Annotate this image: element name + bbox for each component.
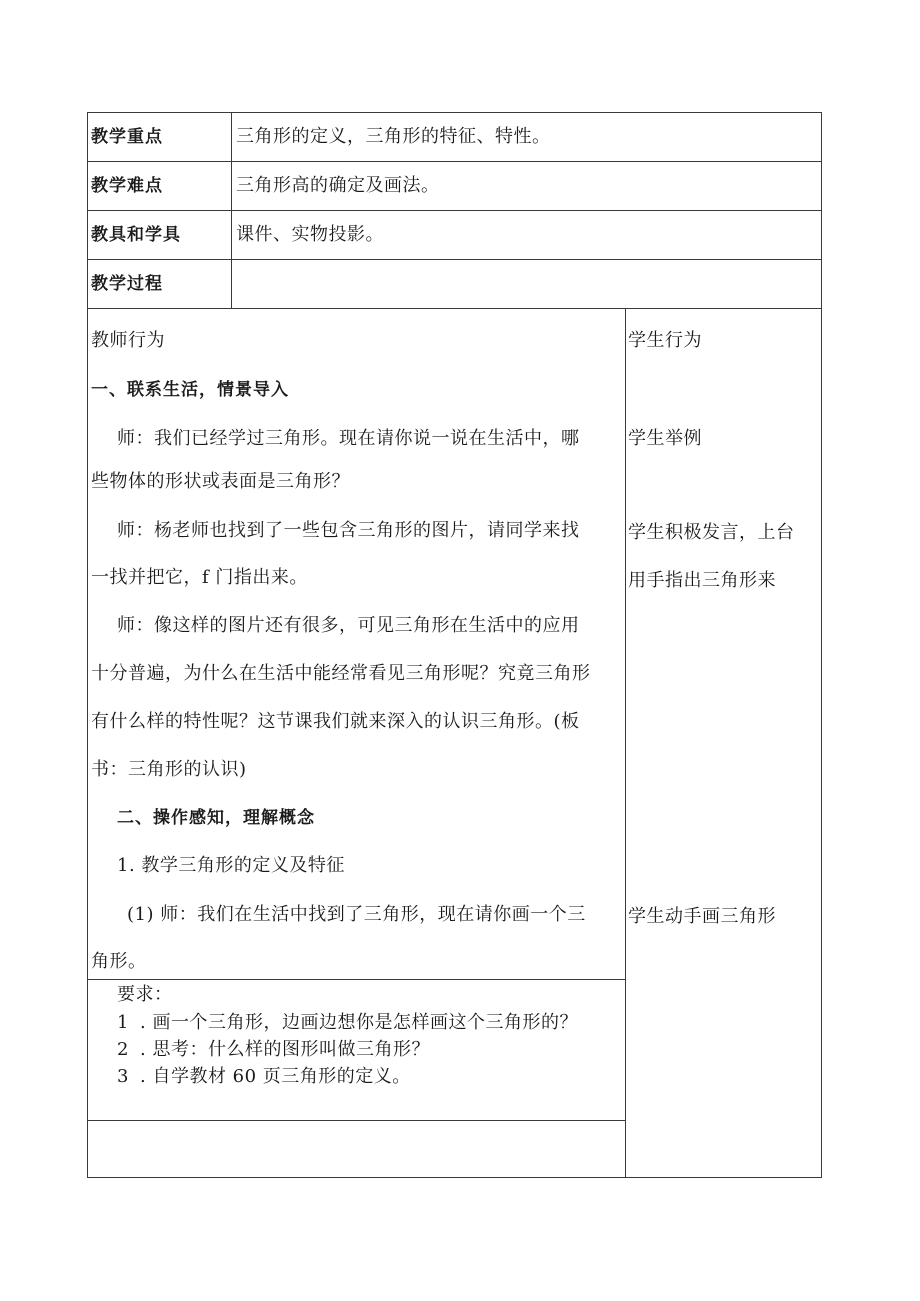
teacher-paragraph-line: (1) 师：我们在生活中找到了三角形，现在请你画一个三 bbox=[127, 904, 586, 925]
teacher-paragraph-line: 书：三角形的认识) bbox=[91, 759, 247, 780]
student-note: 学生动手画三角形 bbox=[628, 906, 776, 927]
table-border-left bbox=[87, 112, 88, 1178]
info-label-key-points: 教学重点 bbox=[91, 127, 163, 147]
teacher-paragraph-line: 十分普遍，为什么在生活中能经常看见三角形呢？究竟三角形 bbox=[91, 663, 591, 684]
requirement-text: . 自学教材 60 页三角形的定义。 bbox=[140, 1066, 411, 1087]
row-divider bbox=[87, 210, 822, 211]
row-divider bbox=[87, 308, 822, 309]
requirement-number: 3 bbox=[117, 1066, 129, 1087]
teacher-paragraph-line: 角形。 bbox=[91, 951, 147, 972]
table-border-right bbox=[821, 112, 822, 1178]
teacher-paragraph-line: 师：像这样的图片还有很多，可见三角形在生活中的应用 bbox=[117, 615, 580, 636]
info-value-difficulties: 三角形高的确定及画法。 bbox=[236, 175, 440, 196]
info-value-key-points: 三角形的定义，三角形的特征、特性。 bbox=[236, 126, 551, 147]
requirement-number: 2 bbox=[117, 1039, 129, 1060]
label-column-divider bbox=[231, 112, 232, 309]
student-note: 学生积极发言，上台 bbox=[628, 522, 795, 543]
info-label-materials: 教具和学具 bbox=[91, 225, 181, 245]
requirements-box-top bbox=[87, 979, 626, 980]
info-value-materials: 课件、实物投影。 bbox=[236, 224, 384, 245]
table-border-bottom bbox=[87, 1177, 822, 1178]
teacher-paragraph-line: 师：我们已经学过三角形。现在请你说一说在生活中，哪 bbox=[117, 428, 580, 449]
requirements-box-bottom bbox=[87, 1120, 626, 1121]
row-divider bbox=[87, 161, 822, 162]
requirement-text: . 思考：什么样的图形叫做三角形？ bbox=[140, 1039, 430, 1060]
student-note: 用手指出三角形来 bbox=[628, 570, 776, 591]
section-heading: 一、联系生活，情景导入 bbox=[91, 380, 289, 400]
subsection-heading: 1. 教学三角形的定义及特征 bbox=[117, 855, 345, 876]
section-heading: 二、操作感知，理解概念 bbox=[117, 808, 315, 828]
info-label-difficulties: 教学难点 bbox=[91, 176, 163, 196]
requirement-number: 1 bbox=[117, 1012, 129, 1033]
student-behavior-header: 学生行为 bbox=[628, 330, 702, 351]
student-column-divider bbox=[625, 308, 626, 1178]
teacher-paragraph-line: 师：杨老师也找到了一些包含三角形的图片，请同学来找 bbox=[117, 520, 580, 541]
table-border-top bbox=[87, 112, 822, 113]
row-divider bbox=[87, 259, 822, 260]
requirements-title: 要求： bbox=[117, 984, 173, 1005]
teacher-paragraph-line: 些物体的形状或表面是三角形？ bbox=[91, 471, 350, 492]
student-note: 学生举例 bbox=[628, 428, 702, 449]
teacher-paragraph-line: 有什么样的特性呢？这节课我们就来深入的认识三角形。(板 bbox=[91, 711, 580, 732]
requirement-text: . 画一个三角形，边画边想你是怎样画这个三角形的？ bbox=[140, 1012, 578, 1033]
teacher-behavior-header: 教师行为 bbox=[91, 330, 165, 351]
teacher-paragraph-line: 一找并把它，f 门指出来。 bbox=[91, 567, 308, 588]
info-label-process: 教学过程 bbox=[91, 274, 163, 294]
